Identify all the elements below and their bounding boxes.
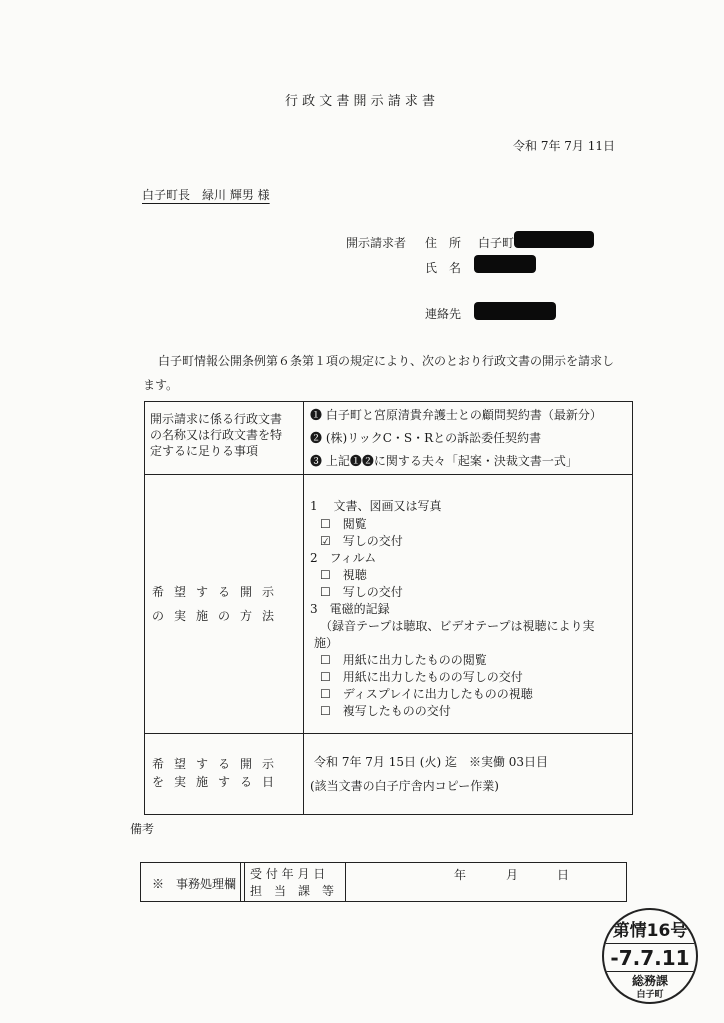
row2-label-line-1: 希望する開示 — [152, 585, 285, 599]
address-label: 住 所 — [425, 236, 462, 250]
table-row-divider-1 — [144, 474, 632, 475]
remarks-label: 備考 — [130, 822, 155, 836]
stamp-date: -7.7.11 — [610, 946, 690, 970]
intro-line-2: ます。 — [143, 378, 179, 392]
office-divider-1 — [240, 862, 241, 902]
row2-label-line-2: の実施の方法 — [152, 609, 285, 623]
implementation-note: (該当文書の白子庁舎内コピー作業) — [310, 779, 499, 793]
addressee: 白子町長 緑川 輝男 様 — [142, 188, 270, 202]
redaction-name — [474, 255, 536, 273]
method-item-6: ☐ 写しの交付 — [320, 585, 403, 599]
year-label: 年 — [454, 868, 467, 882]
department-label: 担 当 課 等 — [250, 884, 335, 898]
method-item-5: ☐ 視聴 — [320, 568, 367, 582]
intro-line-1: 白子町情報公開条例第６条第１項の規定により、次のとおり行政文書の開示を請求し — [158, 354, 615, 368]
name-label: 氏 名 — [425, 261, 462, 275]
row1-item-1: ❶ 白子町と宮原清貴弁護士との顧問契約書（最新分） — [310, 408, 602, 422]
stamp-department: 総務課 — [631, 974, 668, 988]
redaction-address — [514, 231, 594, 248]
method-item-13: ☐ 複写したものの交付 — [320, 704, 451, 718]
office-divider-2 — [244, 862, 245, 902]
stamp-town: 白子町 — [636, 990, 664, 1000]
document-title: 行 政 文 書 開 示 請 求 書 — [285, 94, 436, 109]
stamp-number: 第情16号 — [612, 921, 688, 941]
row1-label-line-2: の名称又は行政文書を特 — [150, 428, 283, 442]
method-item-8: （録音テープは聴取、ビデオテープは視聴により実 — [320, 619, 595, 633]
method-item-3: ☑ 写しの交付 — [320, 534, 403, 548]
redaction-contact — [474, 302, 556, 320]
received-date-label: 受 付 年 月 日 — [250, 867, 326, 881]
office-label: ※ 事務処理欄 — [152, 877, 237, 891]
month-label: 月 — [506, 868, 519, 882]
day-label: 日 — [557, 868, 570, 882]
method-item-9: 施） — [314, 636, 339, 650]
row1-label-line-3: 定するに足りる事項 — [150, 444, 259, 458]
method-item-12: ☐ ディスプレイに出力したものの視聴 — [320, 687, 533, 701]
row3-label-line-1: 希望する開示 — [152, 757, 285, 771]
method-item-11: ☐ 用紙に出力したものの写しの交付 — [320, 670, 523, 684]
row1-item-3: ❸ 上記❶❷に関する夫々「起案・決裁文書一式」 — [310, 454, 578, 468]
office-divider-3 — [345, 862, 346, 902]
contact-label: 連絡先 — [425, 307, 462, 321]
method-item-2: ☐ 閲覧 — [320, 517, 367, 531]
method-item-10: ☐ 用紙に出力したものの閲覧 — [320, 653, 487, 667]
table-column-divider — [303, 401, 304, 815]
method-item-4: 2 フィルム — [310, 551, 377, 565]
row3-label-line-2: を実施する日 — [152, 775, 285, 789]
method-item-7: 3 電磁的記録 — [310, 602, 390, 616]
address-value: 白子町 — [478, 236, 515, 250]
stamp-divider-1 — [604, 943, 696, 944]
row1-label-line-1: 開示請求に係る行政文書 — [150, 412, 283, 426]
implementation-date: 令和 7年 7月 15日 (火) 迄 ※実働 03日目 — [314, 755, 549, 769]
method-item-1: 1 文書、図画又は写真 — [310, 499, 442, 513]
row1-item-2: ❷ (株)リックC・S・Rとの訴訟委任契約書 — [310, 431, 542, 445]
table-row-divider-2 — [144, 733, 632, 734]
request-date: 令和 7年 7月 11日 — [513, 139, 615, 153]
receipt-stamp — [602, 908, 698, 1004]
requester-label: 開示請求者 — [346, 236, 407, 250]
